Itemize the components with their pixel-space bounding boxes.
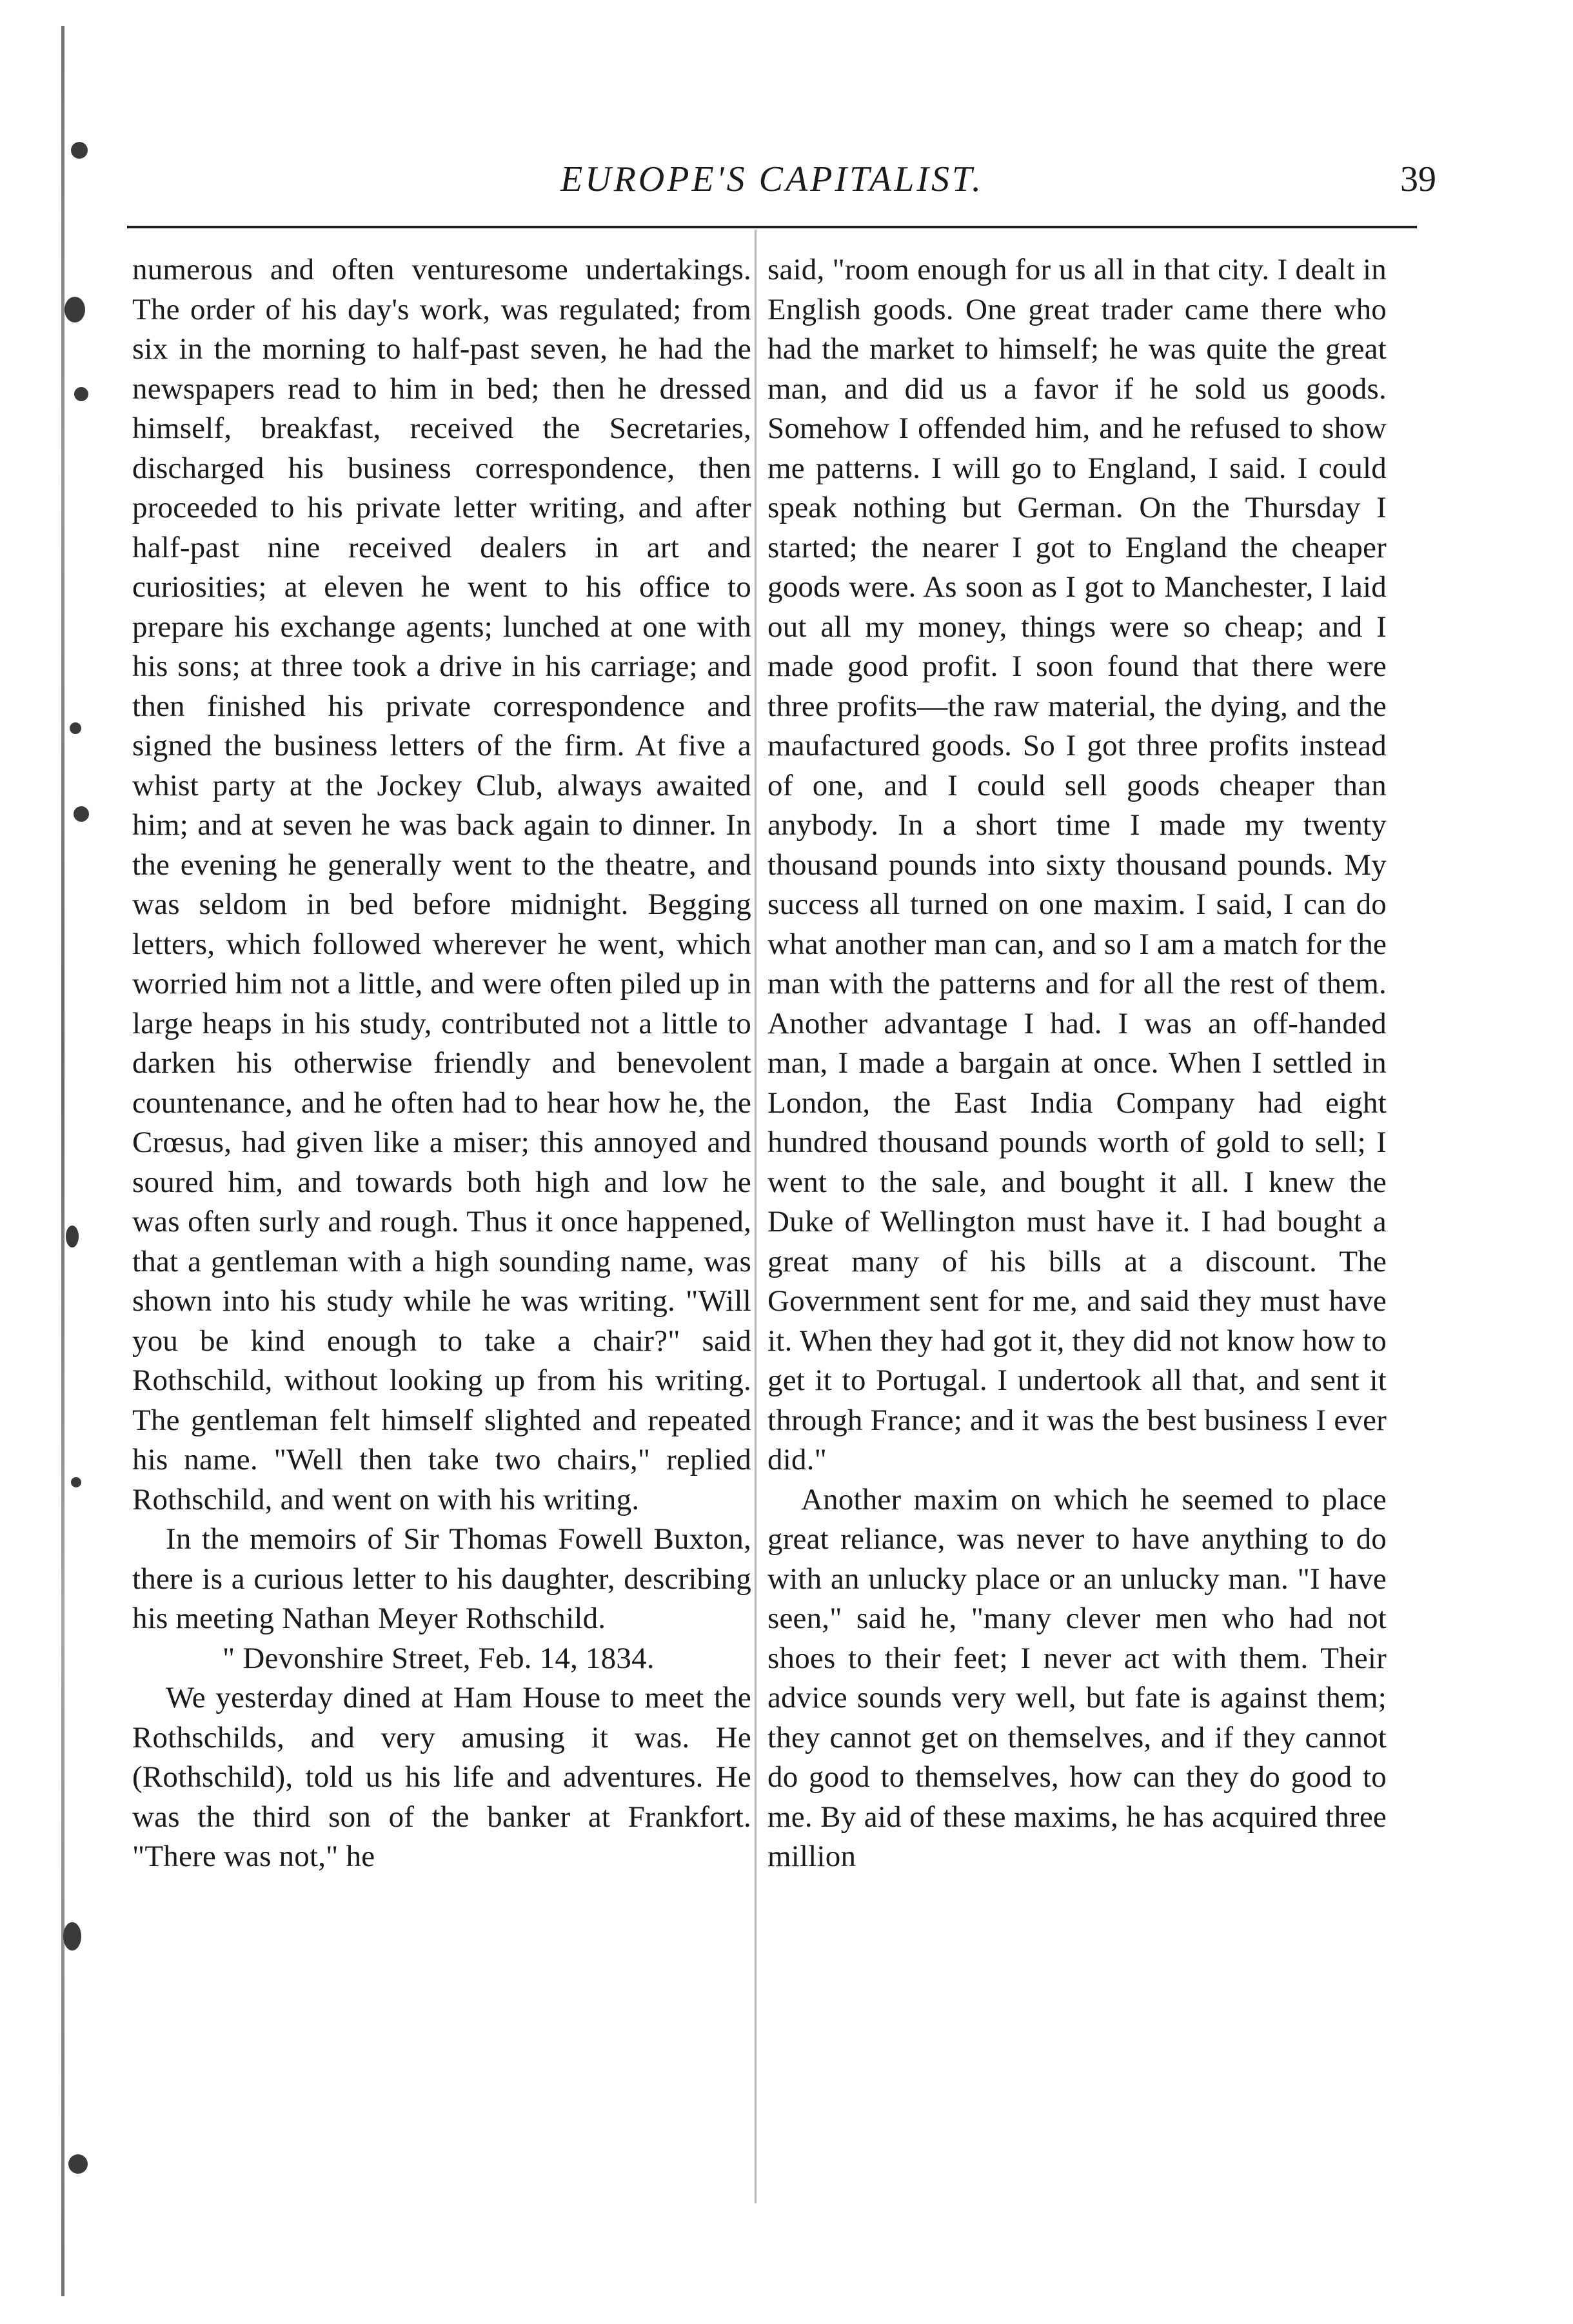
gutter-mark bbox=[70, 722, 81, 734]
paragraph: numerous and often venturesome undertakings. The order of his day's work, was regulated; from six in the morning to half-past seven, he had the newspapers read to him in bed; then he dressed himself, breakfast, received the Secretaries, discharged his business correspondence, then proceeded to his private letter writing, and after half-past nine received dealers in art and curiosities; at eleven he went to his office to prepare his exchange agents; lunched at one with his sons; at three took a drive in his carriage; and then finished his private correspondence and signed the business letters of the firm. At five a whist party at the Jockey Club, always awaited him; and at seven he was back again to dinner. In the evening he generally went to the theatre, and was seldom in bed before midnight. Begging letters, which followed wherever he went, which worried him not a little, and were often piled up in large heaps in his study, contributed not a little to darken his otherwise friendly and benevolent countenance, and he often had to hear how he, the Crœsus, had given like a miser; this annoyed and soured him, and towards both high and low he was often surly and rough. Thus it once happened, that a gentleman with a high sounding name, was shown into his study while he was writing. "Will you be kind enough to take a chair?" said Rothschild, without looking up from his writing. The gentleman felt himself slighted and repeated his name. "Well then take two chairs," replied Rothschild, and went on with his writing. bbox=[132, 253, 751, 1516]
letter-dateline: " Devonshire Street, Feb. 14, 1834. bbox=[223, 1641, 655, 1675]
binding-edge bbox=[26, 26, 110, 2296]
gutter-mark bbox=[64, 297, 85, 323]
header-rule bbox=[127, 226, 1417, 228]
gutter-mark bbox=[71, 142, 88, 159]
paragraph: Another maxim on which he seemed to place great reliance, was never to have anything to do with an unlucky place or an unlucky man. "I have seen," said he, "many clever men who had not shoes to their feet; I never act with them. Their advice sounds very well, but fate is against them; they cannot get on themselves, and if they cannot do good to themselves, how can they do good to me. By aid of these maxims, he has acquired three million bbox=[767, 1482, 1387, 1873]
running-header bbox=[127, 147, 1436, 224]
right-column bbox=[767, 250, 1387, 1877]
gutter-mark bbox=[68, 2154, 88, 2174]
gutter-mark bbox=[71, 1477, 81, 1487]
gutter-mark bbox=[66, 1226, 79, 1247]
binding-edge-line bbox=[61, 26, 64, 2296]
paragraph: In the memoirs of Sir Thomas Fowell Buxton, there is a curious letter to his daughter, describing his meeting Nathan Meyer Rothschild. bbox=[132, 1522, 751, 1635]
paragraph: We yesterday dined at Ham House to meet the Rothschilds, and very amusing it was. He (Rothschild), told us his life and adventures. He was the third son of the banker at Frankfort. "There was not," he bbox=[132, 1681, 751, 1873]
paragraph: said, "room enough for us all in that city. I dealt in English goods. One great trader came there who had the market to himself; he was quite the great man, and did us a favor if he sold us goods. Somehow I offended him, and he refused to show me patterns. I will go to England, I said. I could speak nothing but German. On the Thursday I started; the nearer I got to England the cheaper goods were. As soon as I got to Manchester, I laid out all my money, things were so cheap; and I made good profit. I soon found that there were three profits—the raw material, the dying, and the maufactured goods. So I got three profits instead of one, and I could sell goods cheaper than anybody. In a short time I made my twenty thousand pounds into sixty thousand pounds. My success all turned on one maxim. I said, I can do what another man can, and so I am a match for the man with the patterns and for all the rest of them. Another advantage I had. I was an off-handed man, I made a bargain at once. When I settled in London, the East India Company had eight hundred thousand pounds worth of gold to sell; I went to the sale, and bought it all. I knew the Duke of Wellington must have it. I had bought a great many of his bills at a discount. The Government sent for me, and said they must have it. When they had got it, they did not know how to get it to Portugal. I undertook all that, and sent it through France; and it was the best business I ever did." bbox=[767, 253, 1387, 1476]
left-column bbox=[132, 250, 751, 1877]
page-number: 39 bbox=[1400, 159, 1436, 199]
gutter-mark bbox=[63, 1922, 81, 1951]
column-divider bbox=[755, 230, 757, 2203]
gutter-mark bbox=[74, 806, 89, 822]
running-title: EUROPE'S CAPITALIST. bbox=[560, 159, 984, 199]
gutter-mark bbox=[74, 387, 88, 401]
